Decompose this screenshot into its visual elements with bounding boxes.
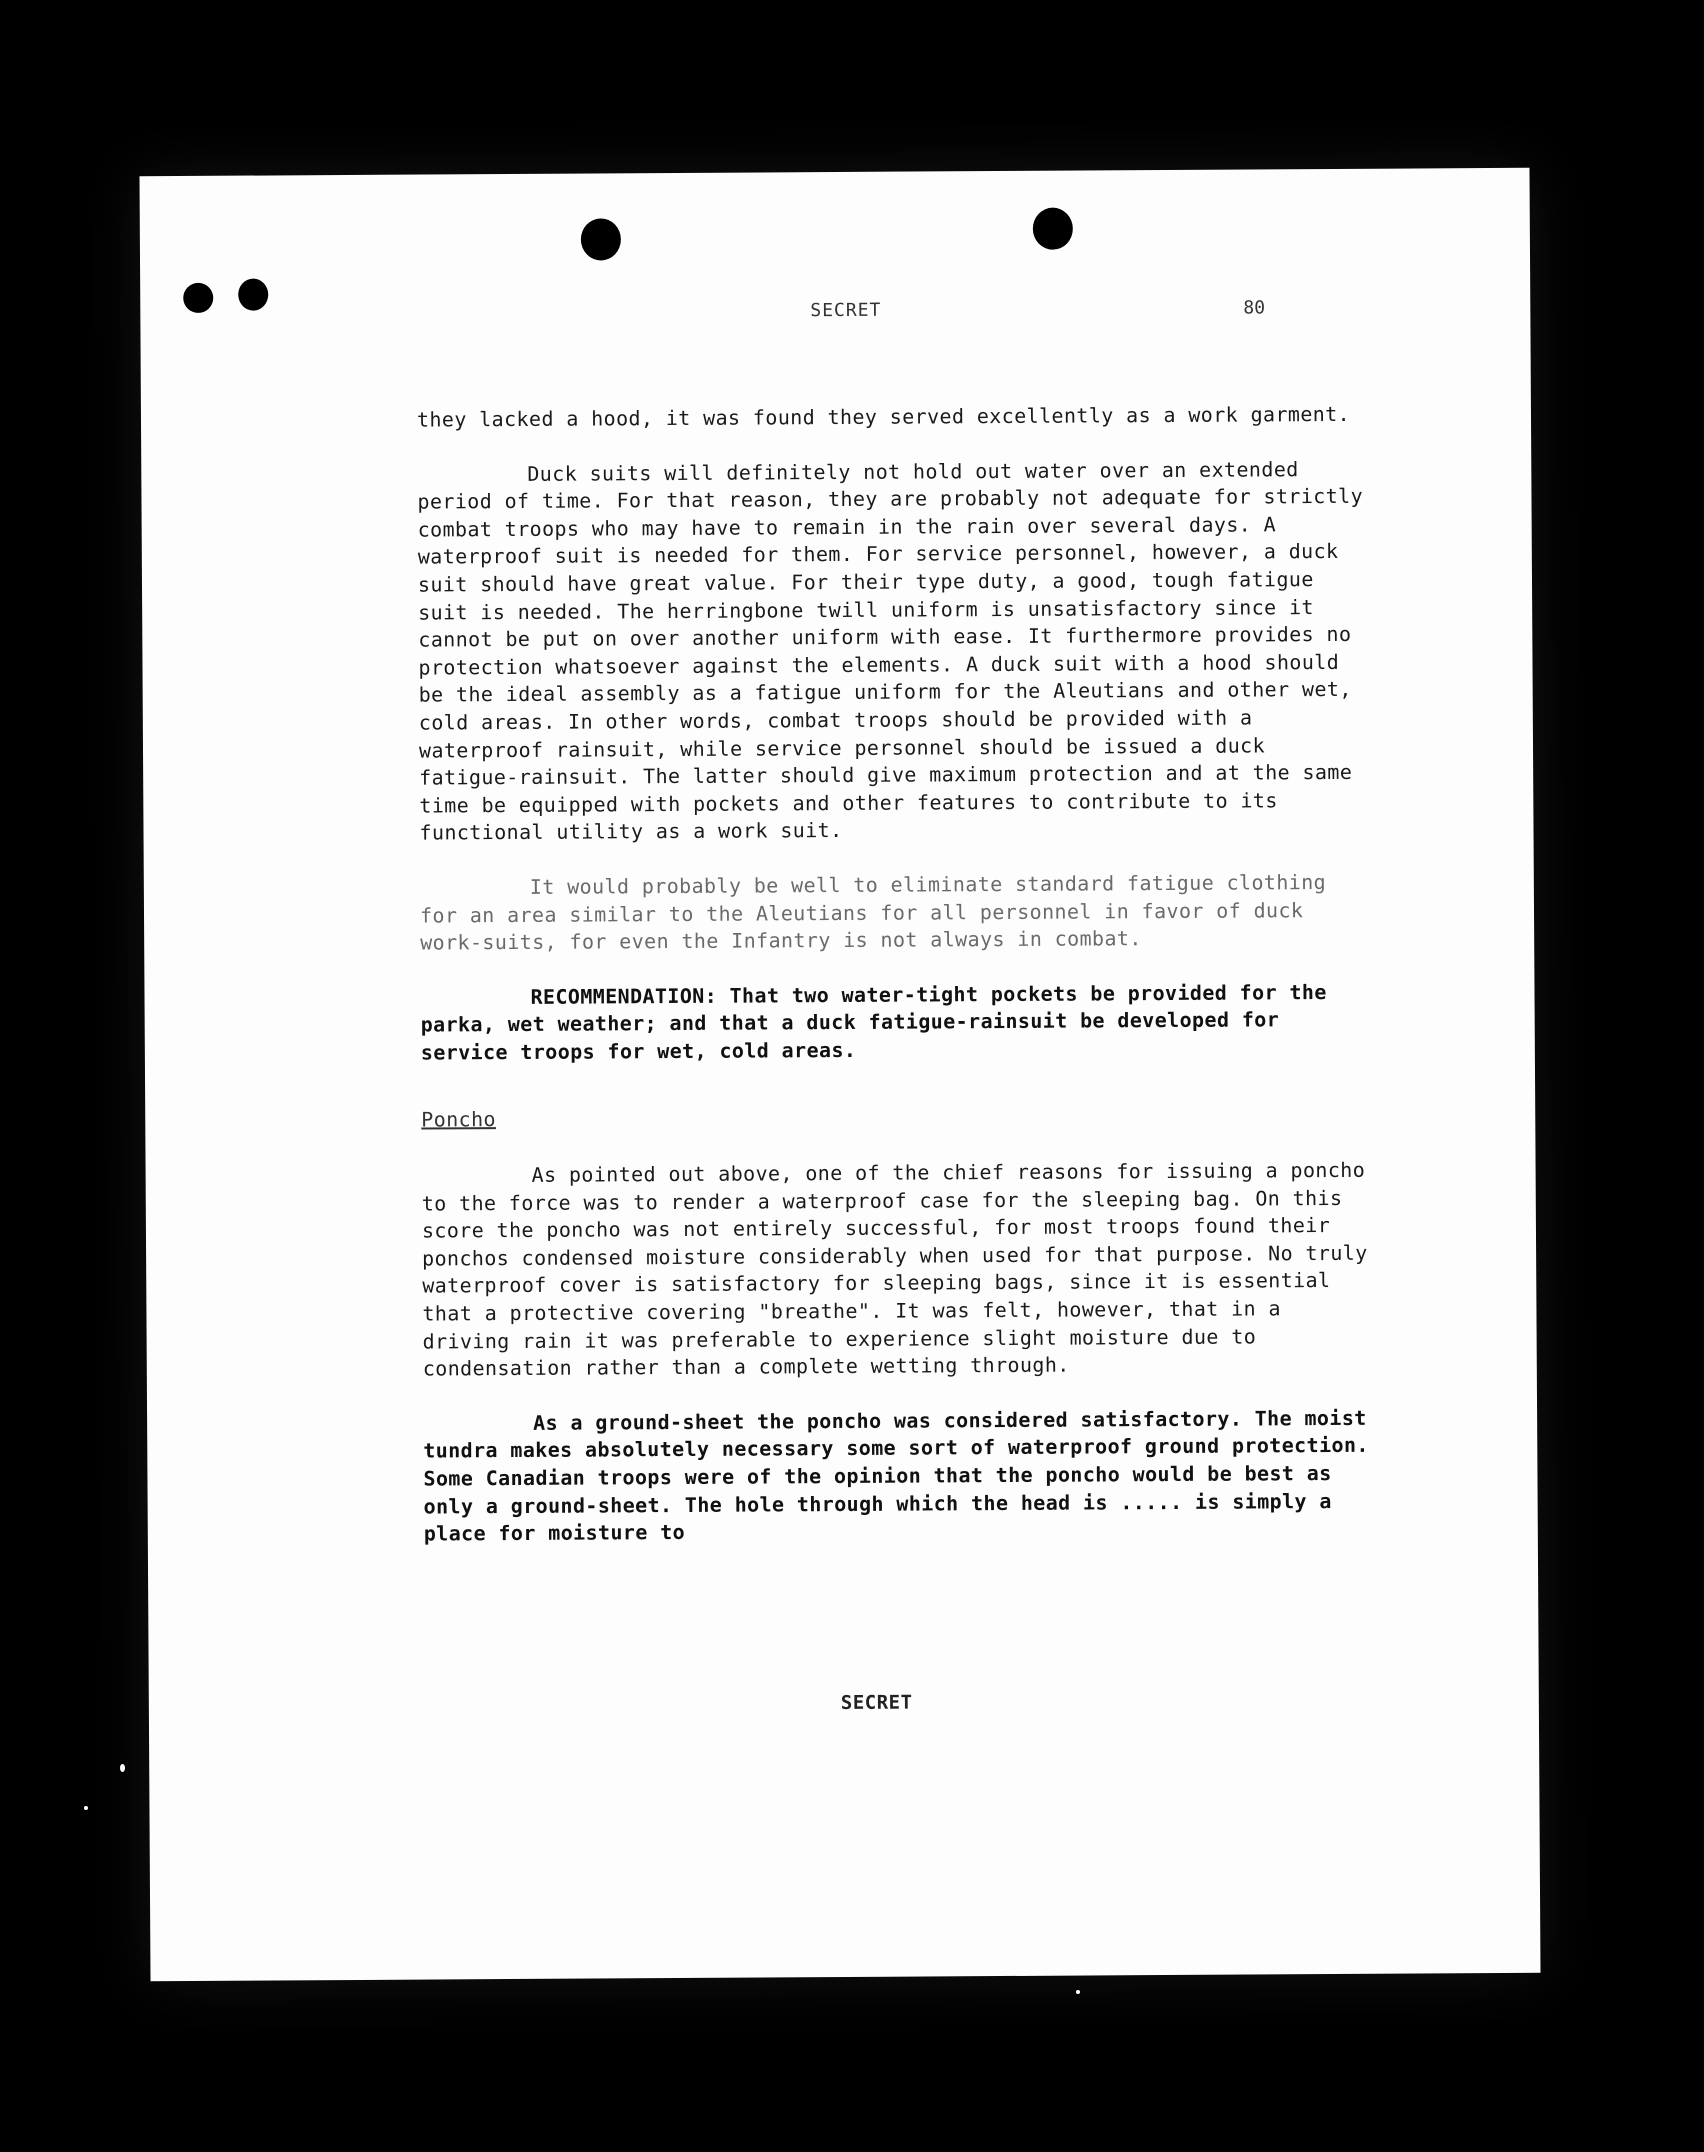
dust-speck (120, 1764, 125, 1772)
body-paragraph: they lacked a hood, it was found they served excellently as a work garment. (416, 401, 1351, 432)
body-paragraph: It would probably be well to eliminate standard fatigue clothing for an area similar to the Aleutians for all personnel in favor of duck work-suits, for even the Infantry is not always in combat. (419, 869, 1327, 955)
document-body (417, 401, 1374, 1576)
classification-header: SECRET (810, 299, 882, 322)
dust-speck (84, 1806, 88, 1810)
page-header (140, 296, 1530, 334)
body-paragraph: Duck suits will definitely not hold out water over an extended period of time. For that reason, they are probably not adequate for strictly combat troops who may have to remain in the rain over several days. A waterproof suit is needed for them. For service personnel, however, a duck suit should have great value. For their type duty, a good, tough fatigue suit is needed. The herringbone twill uniform is unsatisfactory since it cannot be put on over another uniform with ease. It furthermore provides no protection whatsoever against the elements. A duck suit with a hood should be the ideal assembly as a fatigue uniform for the Aleutians and other wet, cold areas. In other words, combat troops should be provided with a waterproof rainsuit, while service personnel should be issued a duck fatigue-rainsuit. The latter should give maximum protection and at the same time be equipped with pockets and other features to contribute to its functional utility as a work suit. (417, 456, 1364, 845)
section-paragraph: As pointed out above, one of the chief reasons for issuing a poncho to the force was to render a waterproof case for the sleeping bag. On this score the poncho was not entirely successful, for most troops found their ponchos condensed moisture considerably when used for that purpose. No truly waterproof cover is satisfactory for sleeping bags, since it is essential that a protective covering "breathe". It was felt, however, that in a driving rain it was preferable to experience slight moisture due to condensation rather than a complete wetting through. (421, 1157, 1368, 1381)
classification-footer: SECRET (840, 1691, 913, 1715)
page-number: 80 (1243, 297, 1266, 319)
section-heading: Poncho (421, 1107, 496, 1133)
dust-speck (1076, 1990, 1080, 1994)
section-paragraph: As a ground-sheet the poncho was considered satisfactory. The moist tundra makes absolutely necessary some sort of waterproof ground protection. Some Canadian troops were of the opinion that the poncho would be best as only a ground-sheet. The hole through which the head is ..... is simply a place for moisture to (423, 1405, 1369, 1546)
document-page (139, 168, 1540, 1981)
punch-hole-icon (581, 218, 621, 260)
recommendation-paragraph: RECOMMENDATION: That two water-tight pockets be provided for the parka, wet weather; and that a duck fatigue-rainsuit be developed for service troops for wet, cold areas. (420, 979, 1327, 1065)
punch-hole-icon (1033, 208, 1073, 250)
